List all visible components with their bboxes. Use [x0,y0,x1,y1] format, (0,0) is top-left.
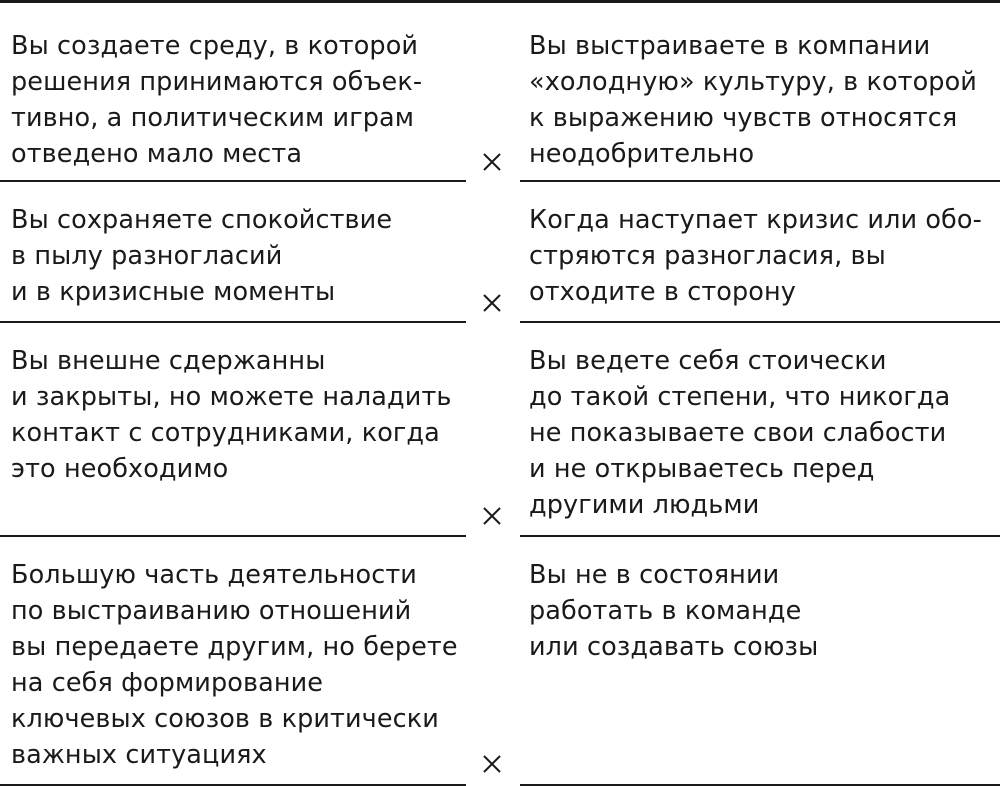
weakness-cell [520,537,1000,786]
weakness-text: Когда наступает кризис или обо- стряются разногласия, вы отходите в сторону [529,205,982,307]
cross-icon [482,754,502,774]
strength-cell [0,182,466,323]
weakness-cell [520,182,1000,323]
weakness-text: Вы не в состоянии работать в команде или создавать союзы [529,560,819,662]
cross-icon [482,506,502,526]
comparison-row-2 [0,182,1000,323]
strength-cell [0,3,466,182]
weakness-cell [520,323,1000,537]
strength-cell [0,323,466,537]
weakness-text: Вы выстраиваете в компании «холодную» культуру, в которой к выражению чувств относятся неодобрительно [529,31,977,169]
strength-text: Вы внешне сдержанны и закрыты, но можете наладить контакт с сотрудниками, когда это необходимо [11,346,452,484]
strength-text: Большую часть деятельности по выстраиванию отношений вы передаете другим, но берете на себя формирование ключевых союзов в критически важных ситуациях [11,560,458,770]
strength-text: Вы создаете среду, в которой решения принимаются объек- тивно, а политическим играм отведено мало места [11,31,423,169]
comparison-row-1 [0,3,1000,182]
comparison-row-4 [0,537,1000,786]
weakness-text: Вы ведете себя стоически до такой степени, что никогда не показываете свои слабости и не открываетесь перед другими людьми [529,346,951,520]
strength-text: Вы сохраняете спокойствие в пылу разногласий и в кризисные моменты [11,205,393,307]
cross-icon [482,293,502,313]
strength-cell [0,537,466,786]
cross-icon [482,152,502,172]
weakness-cell [520,3,1000,182]
comparison-row-3 [0,323,1000,537]
